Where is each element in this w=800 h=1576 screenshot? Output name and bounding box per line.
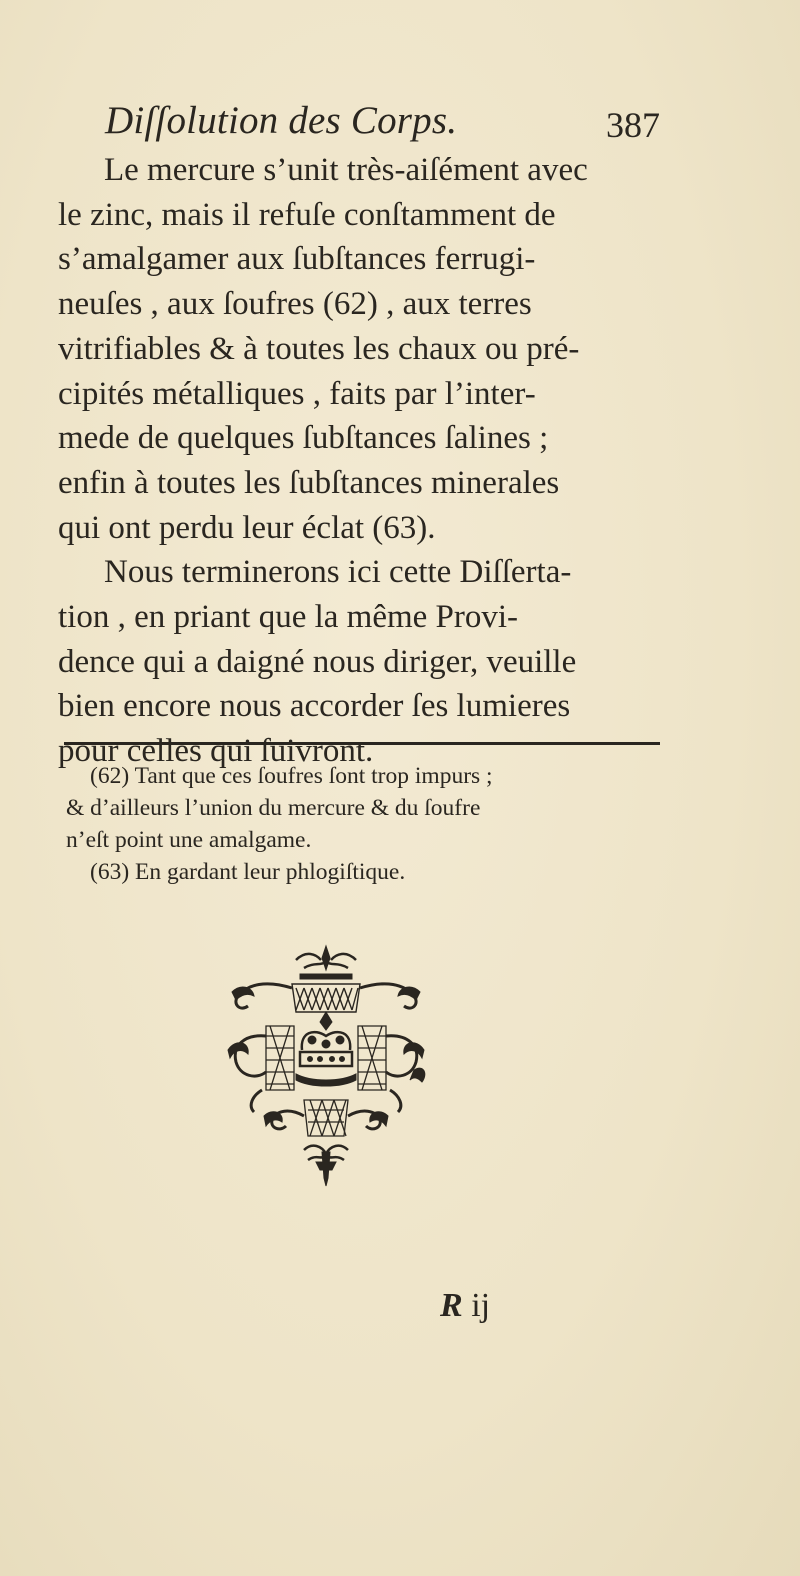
text-line: mede de quelques ſubſtances ſalines ;: [58, 420, 549, 457]
text-line: Le mercure s’unit très-aiſément avec: [104, 152, 588, 188]
footnote-63: [66, 856, 656, 888]
signature-numeral: ij: [471, 1287, 491, 1324]
page-number: 387: [606, 105, 660, 145]
page-header: [100, 96, 660, 146]
running-head: Diſſolution des Corps.: [105, 99, 458, 142]
footnote-line: n’eſt point une amalgame.: [66, 827, 312, 853]
text-line: enfin à toutes les ſubſtances minerales: [58, 464, 560, 501]
text-line: neuſes , aux ſoufres (62) , aux terres: [58, 286, 532, 323]
text-line: vitrifiables & à toutes les chaux ou pré-: [58, 330, 580, 367]
text-line: cipités métalliques , faits par l’inter-: [58, 375, 536, 412]
text-line: s’amalgamer aux ſubſtances ferrugi-: [58, 241, 536, 278]
crown-fleuron-ornament-icon: [196, 940, 456, 1190]
footnote-rule: [64, 742, 660, 745]
signature-mark: [440, 1286, 490, 1326]
footnote-line: (62) Tant que ces ſoufres ſont trop impurs ;: [90, 763, 493, 789]
text-line: bien encore nous accorder ſes lumieres: [58, 688, 571, 725]
paragraph-mercury: [58, 148, 672, 550]
signature-letter: R: [440, 1287, 463, 1324]
text-line: pour celles qui ſuivront.: [58, 733, 374, 770]
main-text: [58, 148, 672, 774]
footnote-line: (63) En gardant leur phlogiſtique.: [90, 859, 406, 885]
text-line: le zinc, mais il refuſe conſtamment de: [58, 196, 556, 233]
footnote-62: [66, 760, 656, 856]
footnotes: [66, 760, 656, 888]
footnote-line: & d’ailleurs l’union du mercure & du ſoufre: [66, 795, 481, 821]
text-line: Nous terminerons ici cette Diſſerta-: [104, 554, 572, 591]
text-line: qui ont perdu leur éclat (63).: [58, 509, 436, 546]
paragraph-conclusion: [58, 550, 672, 774]
text-line: tion , en priant que la même Provi-: [58, 599, 519, 636]
text-line: dence qui a daigné nous diriger, veuille: [58, 643, 577, 680]
